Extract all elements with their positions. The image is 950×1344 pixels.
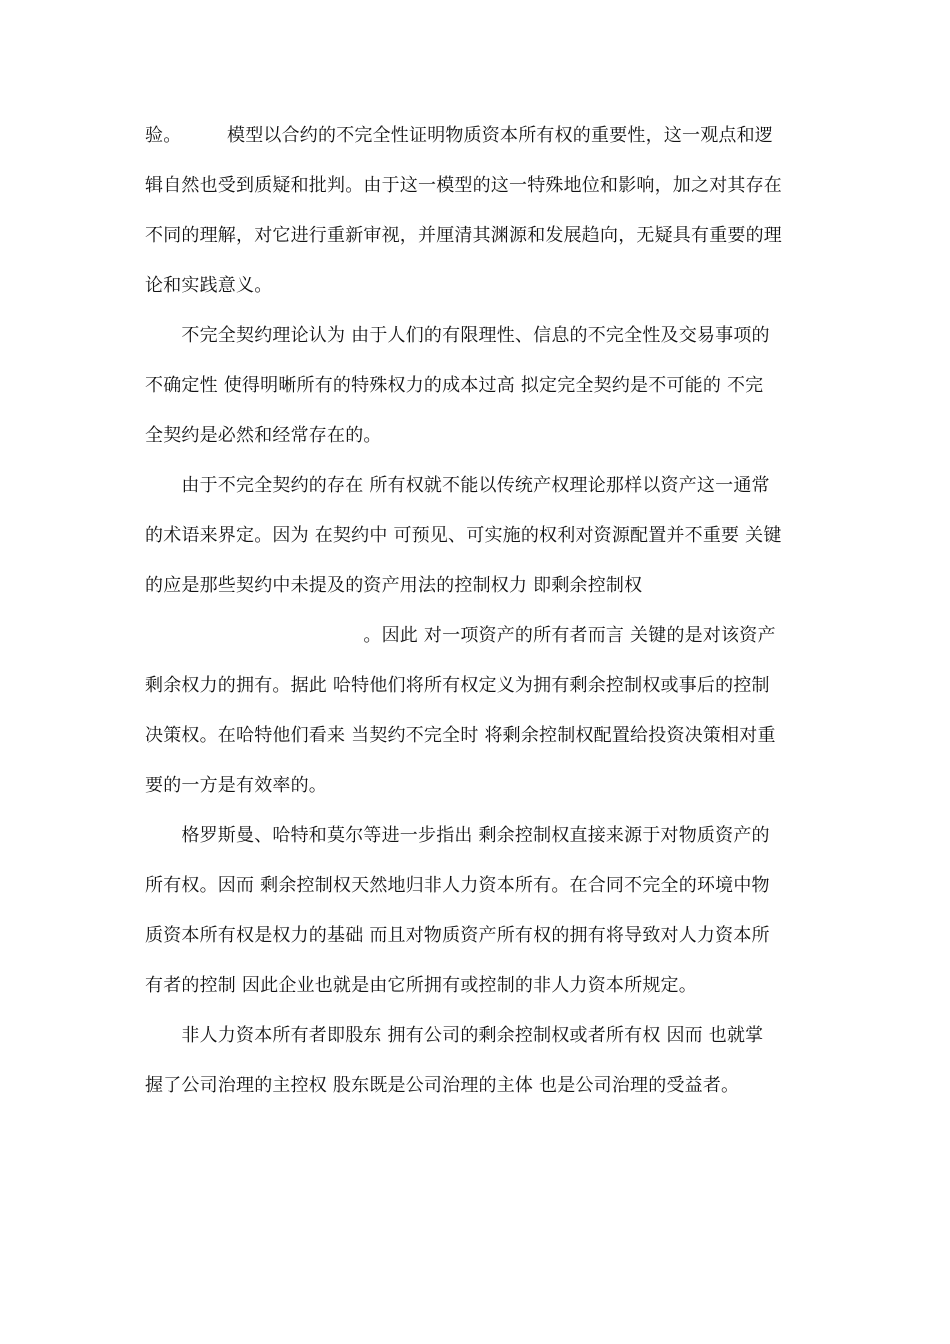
text-line-5: 不完全契约理论认为 由于人们的有限理性、信息的不完全性及交易事项的: [145, 325, 770, 346]
text-line-20: 握了公司治理的主控权 股东既是公司治理的主体 也是公司治理的受益者。: [145, 1075, 740, 1096]
text-line-8: 由于不完全契约的存在 所有权就不能以传统产权理论那样以资产这一通常: [145, 475, 770, 496]
text-line-18: 有者的控制 因此企业也就是由它所拥有或控制的非人力资本所规定。: [145, 975, 697, 996]
text-line-3: 不同的理解，对它进行重新审视，并厘清其渊源和发展趋向，无疑具有重要的理: [145, 225, 782, 246]
text-line-10: 的应是那些契约中未提及的资产用法的控制权力 即剩余控制权: [145, 575, 643, 596]
text-line-1: 验。 模型以合约的不完全性证明物质资本所有权的重要性，这一观点和逻: [145, 125, 773, 146]
text-line-6: 不确定性 使得明晰所有的特殊权力的成本过高 拟定完全契约是不可能的 不完: [145, 375, 764, 396]
text-line-2: 辑自然也受到质疑和批判。由于这一模型的这一特殊地位和影响，加之对其存在: [145, 175, 782, 196]
text-line-14: 要的一方是有效率的。: [145, 775, 327, 796]
text-line-15: 格罗斯曼、哈特和莫尔等进一步指出 剩余控制权直接来源于对物质资产的: [145, 825, 770, 846]
text-line-13: 决策权。在哈特他们看来 当契约不完全时 将剩余控制权配置给投资决策相对重: [145, 725, 776, 746]
text-line-4: 论和实践意义。: [145, 275, 273, 296]
text-line-17: 质资本所有权是权力的基础 而且对物质资产所有权的拥有将导致对人力资本所: [145, 925, 770, 946]
text-line-9: 的术语来界定。因为 在契约中 可预见、可实施的权利对资源配置并不重要 关键: [145, 525, 782, 546]
text-line-12: 剩余权力的拥有。据此 哈特他们将所有权定义为拥有剩余控制权或事后的控制: [145, 675, 770, 696]
text-line-16: 所有权。因而 剩余控制权天然地归非人力资本所有。在合同不完全的环境中物: [145, 875, 770, 896]
text-line-19: 非人力资本所有者即股东 拥有公司的剩余控制权或者所有权 因而 也就掌: [145, 1025, 764, 1046]
text-line-11: 。因此 对一项资产的所有者而言 关键的是对该资产: [145, 625, 776, 646]
text-line-7: 全契约是必然和经常存在的。: [145, 425, 382, 446]
